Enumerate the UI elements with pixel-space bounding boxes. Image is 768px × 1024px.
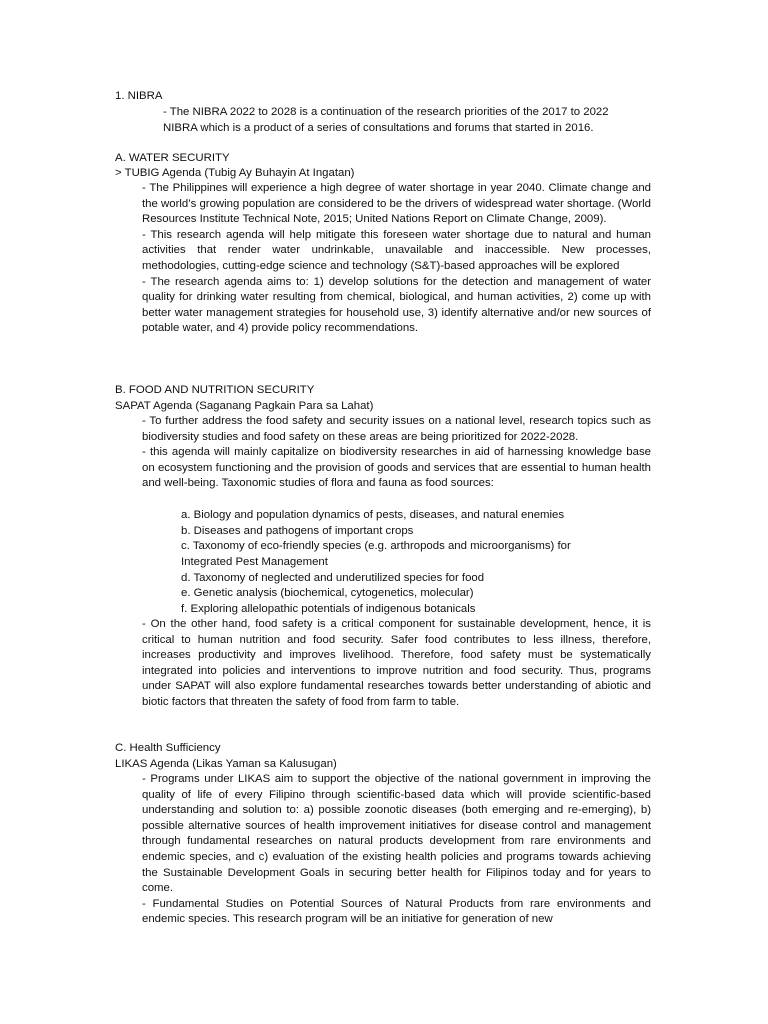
water-paragraph-3: - The research agenda aims to: 1) develop solutions for the detection and management of water quality for drinking water resulting from chemical, biological, and human activities, 2) come up with better water management strategies for household use, 3) identify alternative and/or new sources of potable water, and 4) provide policy recommendations. (142, 275, 651, 335)
food-paragraphs-top (142, 414, 651, 492)
section-heading-health: C. Health Sufficiency (115, 742, 221, 754)
water-agenda-title: > TUBIG Agenda (Tubig Ay Buhayin At Ingatan) (115, 167, 355, 179)
health-agenda-title: LIKAS Agenda (Likas Yaman sa Kalusugan) (115, 758, 337, 770)
food-paragraph-2: - this agenda will mainly capitalize on biodiversity researches in aid of harnessing knowledge base on ecosystem functioning and the provision of goods and services that are essential to human health and well-being. Taxonomic studies of flora and fauna as food sources: (142, 446, 651, 490)
food-list-item-continuation: Integrated Pest Management (181, 556, 328, 568)
section-heading-nibra: 1. NIBRA (115, 90, 163, 102)
food-list-item: a. Biology and population dynamics of pests, diseases, and natural enemies (181, 509, 565, 521)
food-list-item: e. Genetic analysis (biochemical, cytogenetics, molecular) (181, 587, 474, 599)
nibra-intro-line-2: NIBRA which is a product of a series of consultations and forums that started in 2016. (163, 122, 594, 134)
food-agenda-title: SAPAT Agenda (Saganang Pagkain Para sa Lahat) (115, 400, 374, 412)
food-list-item: c. Taxonomy of eco-friendly species (e.g. arthropods and microorganisms) for (181, 540, 571, 552)
water-paragraph-1: - The Philippines will experience a high degree of water shortage in year 2040. Climate change and the world’s growing population are considered to be the drivers of widespread water shortage. (World Resources Institute Technical Note, 2015; United Nations Report on Climate Change, 2009). (142, 182, 651, 226)
health-paragraph-1: - Programs under LIKAS aim to support the objective of the national government in improving the quality of life of every Filipino through scientific-based data which will provide scientific-based understanding and solution to: a) possible zoonotic diseases (both emerging and re-emerging), b) possible alternative sources of health improvement initiatives for disease control and management through fundamental researches on natural products development from rare environments and endemic species, and c) evaluation of the existing health policies and programs towards achieving the Sustainable Development Goals in securing better health for Filipinos today and for years to come. (142, 773, 651, 895)
water-paragraph-2: - This research agenda will help mitigate this foreseen water shortage due to natural and human activities that render water undrinkable, unavailable and inaccessible. New processes, methodologies, cutting-edge science and technology (S&T)-based approaches will be explored (142, 228, 651, 272)
food-list-item: b. Diseases and pathogens of important crops (181, 525, 414, 537)
food-list-item: d. Taxonomy of neglected and underutilized species for food (181, 572, 485, 584)
section-heading-water: A. WATER SECURITY (115, 152, 230, 164)
food-list-item: f. Exploring allelopathic potentials of indigenous botanicals (181, 603, 476, 615)
water-paragraphs (142, 181, 651, 337)
food-paragraph-3: - On the other hand, food safety is a critical component for sustainable development, hence, it is critical to human nutrition and food security. Safer food contributes to less illness, therefore, increases productivity and improves livelihood. Therefore, food safety must be systematically integrated into policies and interventions to improve nutrition and food security. Thus, programs under SAPAT will also explore fundamental researches towards better understanding of abiotic and biotic factors that threaten the safety of food from farm to table. (142, 618, 651, 708)
health-paragraph-2: - Fundamental Studies on Potential Sources of Natural Products from rare environments and endemic species. This research program will be an initiative for generation of new (142, 897, 651, 926)
section-heading-food: B. FOOD AND NUTRITION SECURITY (115, 384, 315, 396)
food-paragraphs-bottom (142, 617, 651, 711)
food-paragraph-1: - To further address the food safety and security issues on a national level, research topics such as biodiversity studies and food safety on these areas are being prioritized for 2022-2028. (142, 415, 651, 443)
nibra-intro-line-1: - The NIBRA 2022 to 2028 is a continuation of the research priorities of the 2017 to 2022 (163, 106, 609, 118)
health-paragraphs (142, 772, 651, 928)
